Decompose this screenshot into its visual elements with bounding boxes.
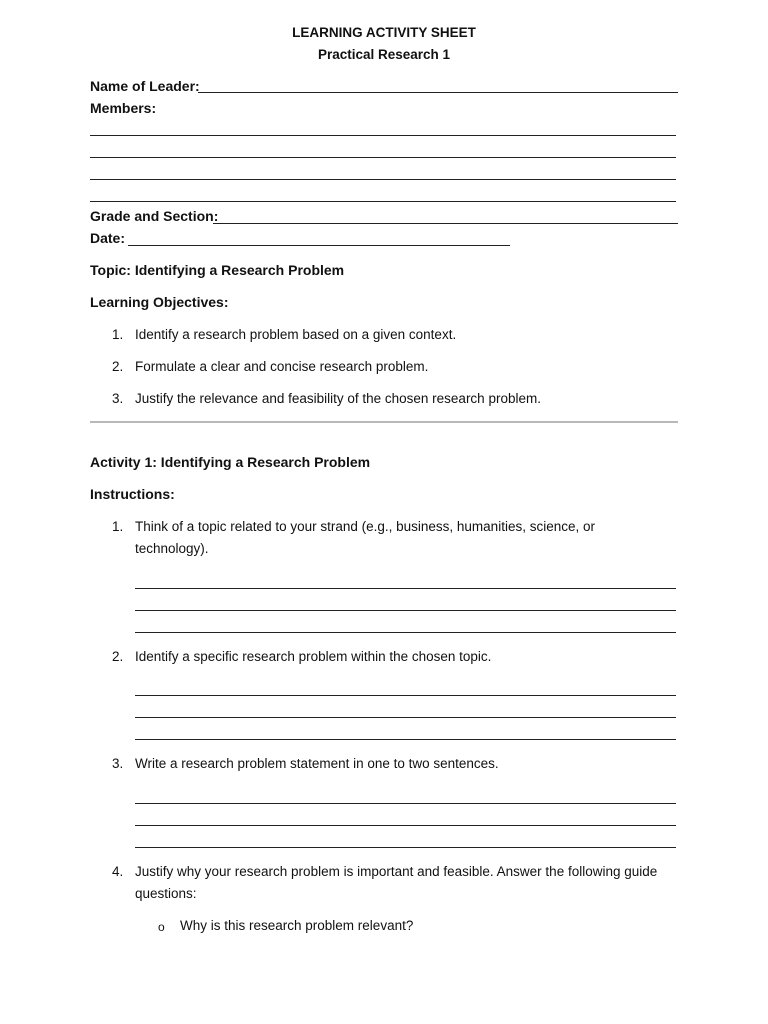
topic-heading: Topic: Identifying a Research Problem [90, 262, 345, 278]
instruction-number: 2. [112, 649, 124, 664]
answer-line[interactable] [135, 588, 676, 589]
sub-bullet-marker: o [158, 920, 165, 934]
objective-text: Formulate a clear and concise research problem. [135, 359, 429, 374]
answer-line[interactable] [135, 695, 676, 696]
instruction-number: 1. [112, 519, 124, 534]
instruction-text: Write a research problem statement in one to two sentences. [135, 756, 499, 771]
objective-number: 1. [112, 327, 124, 342]
members-label: Members: [90, 100, 157, 116]
instruction-number: 4. [112, 864, 124, 879]
answer-line[interactable] [135, 610, 676, 611]
instruction-text: Identify a specific research problem within the chosen topic. [135, 649, 492, 664]
leader-label: Name of Leader: [90, 78, 200, 94]
answer-line[interactable] [135, 632, 676, 633]
instruction-number: 3. [112, 756, 124, 771]
section-divider [90, 421, 678, 423]
member-line[interactable] [90, 201, 676, 202]
answer-line[interactable] [135, 825, 676, 826]
activity-heading: Activity 1: Identifying a Research Problem [90, 454, 371, 470]
member-line[interactable] [90, 179, 676, 180]
leader-name-line[interactable] [198, 92, 678, 93]
objectives-heading: Learning Objectives: [90, 294, 229, 310]
instruction-text-continued: questions: [135, 886, 197, 901]
date-label: Date: [90, 230, 126, 246]
instructions-heading: Instructions: [90, 486, 175, 502]
grade-section-line[interactable] [213, 223, 678, 224]
sheet-subtitle: Practical Research 1 [317, 47, 451, 62]
objective-number: 2. [112, 359, 124, 374]
objective-text: Identify a research problem based on a given context. [135, 327, 457, 342]
objective-number: 3. [112, 391, 124, 406]
member-line[interactable] [90, 157, 676, 158]
guide-question: Why is this research problem relevant? [180, 918, 414, 933]
instruction-text-continued: technology). [135, 541, 209, 556]
date-line[interactable] [128, 245, 510, 246]
instruction-text: Justify why your research problem is important and feasible. Answer the following guide [135, 864, 658, 879]
grade-section-label: Grade and Section: [90, 208, 219, 224]
instruction-text: Think of a topic related to your strand (e.g., business, humanities, science, or [135, 519, 595, 534]
member-line[interactable] [90, 135, 676, 136]
answer-line[interactable] [135, 847, 676, 848]
answer-line[interactable] [135, 739, 676, 740]
answer-line[interactable] [135, 717, 676, 718]
sheet-title: LEARNING ACTIVITY SHEET [292, 25, 476, 40]
objective-text: Justify the relevance and feasibility of the chosen research problem. [135, 391, 541, 406]
answer-line[interactable] [135, 803, 676, 804]
